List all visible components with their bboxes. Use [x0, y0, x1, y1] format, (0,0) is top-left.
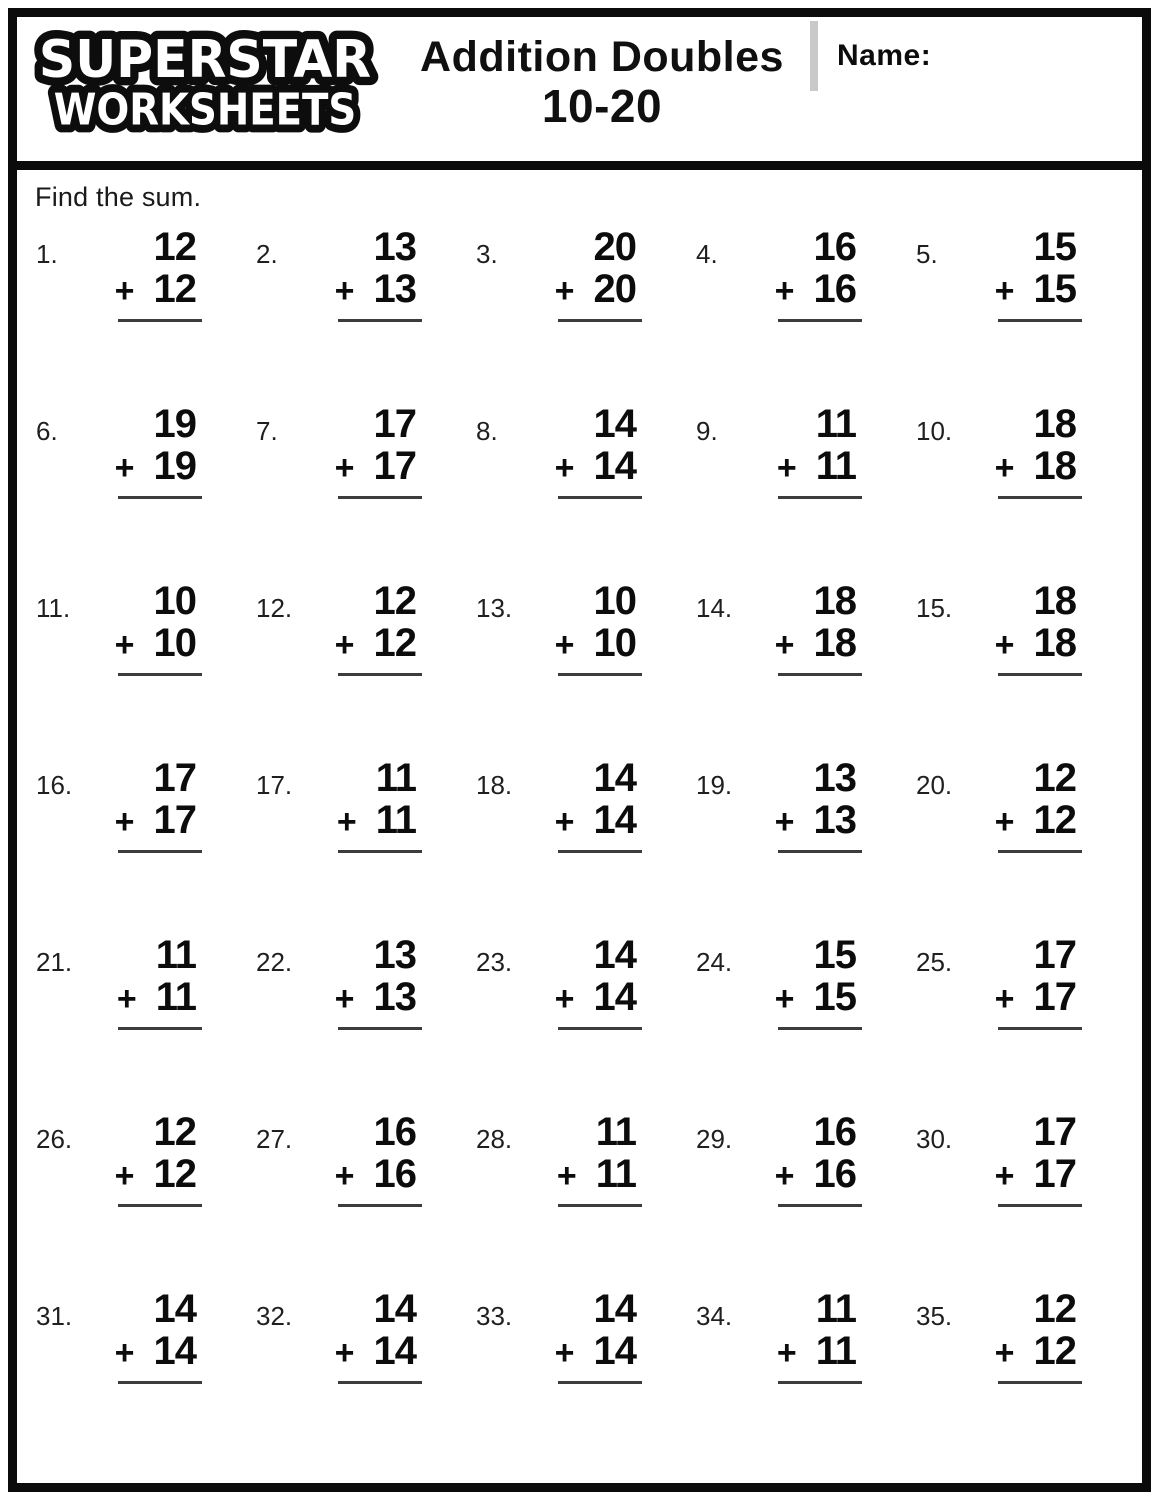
top-addend: 14: [593, 756, 636, 800]
bottom-addend: 13: [813, 798, 856, 842]
answer-write-in-line[interactable]: [558, 319, 642, 322]
bottom-addend: 10: [593, 621, 636, 665]
answer-write-in-line[interactable]: [558, 1204, 642, 1207]
problem-32: [256, 1288, 476, 1465]
problem-number: 19.: [696, 770, 733, 800]
problem-number: 20.: [916, 770, 953, 800]
bottom-addend-row: [522, 445, 642, 487]
problem-stack: [962, 403, 1082, 499]
plus-sign: +: [994, 1334, 1015, 1372]
problem-3: [476, 226, 696, 410]
title-line-2: 10-20: [541, 80, 663, 133]
answer-write-in-line[interactable]: [338, 319, 422, 322]
problem-number: 31.: [36, 1301, 73, 1331]
plus-sign: +: [334, 1334, 355, 1372]
answer-write-in-line[interactable]: [118, 1381, 202, 1384]
plus-sign: +: [994, 449, 1015, 487]
plus-sign: +: [114, 272, 135, 310]
problem-9: [696, 403, 916, 580]
bottom-addend: 11: [155, 975, 196, 1019]
logo-graphic: [27, 25, 383, 143]
problem-number: 22.: [256, 947, 293, 977]
problems-section: [17, 170, 1142, 1465]
answer-write-in-line[interactable]: [118, 1204, 202, 1207]
problem-number: 21.: [36, 947, 73, 977]
top-addend: 10: [593, 579, 636, 623]
top-addend: 12: [1033, 756, 1076, 800]
bottom-addend-row: [82, 799, 202, 841]
answer-write-in-line[interactable]: [558, 850, 642, 853]
bottom-addend-row: [962, 799, 1082, 841]
top-addend: 18: [813, 579, 856, 623]
problem-4: [696, 226, 916, 410]
answer-write-in-line[interactable]: [338, 1204, 422, 1207]
bottom-addend: 14: [593, 975, 636, 1019]
top-addend: 12: [1033, 1287, 1076, 1331]
answer-write-in-line[interactable]: [338, 1027, 422, 1030]
problem-stack: [742, 757, 862, 853]
plus-sign: +: [114, 626, 135, 664]
answer-write-in-line[interactable]: [998, 496, 1082, 499]
plus-sign: +: [554, 803, 575, 841]
top-addend: 14: [153, 1287, 196, 1331]
bottom-addend-row: [522, 976, 642, 1018]
problem-13: [476, 580, 696, 757]
problem-number: 18.: [476, 770, 513, 800]
problem-15: [916, 580, 1136, 757]
top-addend: 10: [153, 579, 196, 623]
problem-23: [476, 934, 696, 1111]
problem-stack: [82, 934, 202, 1030]
top-addend: 18: [1033, 402, 1076, 446]
problem-stack: [82, 1288, 202, 1384]
top-addend: 12: [373, 579, 416, 623]
plus-sign: +: [114, 1157, 135, 1195]
problem-29: [696, 1111, 916, 1288]
problems-grid: [36, 226, 1142, 1465]
problem-stack: [962, 580, 1082, 676]
top-addend: 17: [1033, 1110, 1076, 1154]
bottom-addend-row: [962, 976, 1082, 1018]
top-addend: 17: [373, 402, 416, 446]
answer-write-in-line[interactable]: [558, 673, 642, 676]
problem-number: 27.: [256, 1124, 293, 1154]
problem-number: 12.: [256, 593, 293, 623]
bottom-addend: 14: [153, 1329, 196, 1373]
title-line-1: Addition Doubles: [420, 33, 784, 81]
bottom-addend: 18: [1033, 621, 1076, 665]
bottom-addend-row: [82, 445, 202, 487]
problem-10: [916, 403, 1136, 580]
problem-stack: [82, 757, 202, 853]
bottom-addend-row: [82, 268, 202, 310]
plus-sign: +: [994, 803, 1015, 841]
bottom-addend-row: [522, 799, 642, 841]
plus-sign: +: [774, 272, 795, 310]
plus-sign: +: [334, 272, 355, 310]
problem-number: 9.: [696, 416, 718, 446]
problem-25: [916, 934, 1136, 1111]
bottom-addend-row: [742, 622, 862, 664]
answer-write-in-line[interactable]: [778, 319, 862, 322]
problem-number: 4.: [696, 239, 718, 269]
top-addend: 14: [593, 1287, 636, 1331]
answer-write-in-line[interactable]: [998, 319, 1082, 322]
bottom-addend: 11: [375, 798, 416, 842]
top-addend: 19: [153, 402, 196, 446]
problem-stack: [742, 580, 862, 676]
problem-number: 14.: [696, 593, 733, 623]
bottom-addend-row: [742, 799, 862, 841]
bottom-addend: 14: [593, 444, 636, 488]
bottom-addend: 12: [153, 1152, 196, 1196]
problem-stack: [522, 1111, 642, 1207]
bottom-addend: 10: [153, 621, 196, 665]
bottom-addend-row: [742, 976, 862, 1018]
plus-sign: +: [776, 1334, 797, 1372]
superstar-worksheets-logo: [27, 25, 383, 143]
answer-write-in-line[interactable]: [338, 673, 422, 676]
bottom-addend: 19: [153, 444, 196, 488]
bottom-addend-row: [302, 445, 422, 487]
bottom-addend: 13: [373, 975, 416, 1019]
problem-22: [256, 934, 476, 1111]
answer-write-in-line[interactable]: [998, 850, 1082, 853]
name-divider-line: [810, 21, 818, 91]
top-addend: 14: [373, 1287, 416, 1331]
problem-8: [476, 403, 696, 580]
problem-number: 7.: [256, 416, 278, 446]
top-addend: 14: [593, 402, 636, 446]
problem-28: [476, 1111, 696, 1288]
top-addend: 13: [813, 756, 856, 800]
problem-stack: [742, 226, 862, 322]
bottom-addend-row: [742, 1153, 862, 1195]
problem-stack: [962, 226, 1082, 322]
top-addend: 16: [813, 1110, 856, 1154]
problem-stack: [742, 934, 862, 1030]
plus-sign: +: [334, 980, 355, 1018]
problem-stack: [742, 1288, 862, 1384]
bottom-addend: 14: [593, 1329, 636, 1373]
instruction-text: Find the sum.: [35, 182, 202, 212]
problem-stack: [522, 403, 642, 499]
bottom-addend: 11: [815, 1329, 856, 1373]
problem-stack: [82, 580, 202, 676]
bottom-addend-row: [302, 976, 422, 1018]
answer-write-in-line[interactable]: [778, 1381, 862, 1384]
bottom-addend-row: [302, 799, 422, 841]
bottom-addend-row: [742, 445, 862, 487]
problem-1: [36, 226, 256, 410]
bottom-addend-row: [962, 1330, 1082, 1372]
problem-stack: [302, 580, 422, 676]
problem-stack: [522, 226, 642, 322]
problem-35: [916, 1288, 1136, 1465]
problem-stack: [522, 757, 642, 853]
problem-stack: [962, 1288, 1082, 1384]
top-addend: 17: [1033, 933, 1076, 977]
answer-write-in-line[interactable]: [998, 1204, 1082, 1207]
bottom-addend-row: [962, 622, 1082, 664]
problem-stack: [962, 1111, 1082, 1207]
problem-2: [256, 226, 476, 410]
plus-sign: +: [774, 1157, 795, 1195]
plus-sign: +: [554, 272, 575, 310]
answer-write-in-line[interactable]: [118, 1027, 202, 1030]
problem-number: 30.: [916, 1124, 953, 1154]
problem-16: [36, 757, 256, 934]
problem-14: [696, 580, 916, 757]
plus-sign: +: [334, 1157, 355, 1195]
problem-number: 8.: [476, 416, 498, 446]
bottom-addend: 17: [153, 798, 196, 842]
top-addend: 12: [153, 1110, 196, 1154]
problem-number: 23.: [476, 947, 513, 977]
top-addend: 13: [373, 933, 416, 977]
problem-number: 17.: [256, 770, 293, 800]
bottom-addend: 16: [373, 1152, 416, 1196]
plus-sign: +: [116, 980, 137, 1018]
answer-write-in-line[interactable]: [778, 673, 862, 676]
top-addend: 16: [813, 225, 856, 269]
bottom-addend: 12: [153, 267, 196, 311]
top-addend: 20: [593, 225, 636, 269]
plus-sign: +: [336, 803, 357, 841]
bottom-addend-row: [82, 1330, 202, 1372]
problem-stack: [82, 403, 202, 499]
problem-number: 10.: [916, 416, 953, 446]
bottom-addend: 16: [813, 267, 856, 311]
bottom-addend: 18: [813, 621, 856, 665]
answer-write-in-line[interactable]: [778, 1027, 862, 1030]
answer-write-in-line[interactable]: [118, 850, 202, 853]
page-title: [397, 33, 807, 133]
bottom-addend-row: [742, 268, 862, 310]
problem-stack: [962, 934, 1082, 1030]
problem-number: 16.: [36, 770, 73, 800]
problem-24: [696, 934, 916, 1111]
problem-6: [36, 403, 256, 580]
bottom-addend-row: [522, 1330, 642, 1372]
plus-sign: +: [114, 1334, 135, 1372]
problem-number: 26.: [36, 1124, 73, 1154]
bottom-addend: 16: [813, 1152, 856, 1196]
answer-write-in-line[interactable]: [338, 850, 422, 853]
problem-number: 28.: [476, 1124, 513, 1154]
problem-stack: [82, 226, 202, 322]
problem-stack: [742, 403, 862, 499]
problem-stack: [522, 580, 642, 676]
top-addend: 18: [1033, 579, 1076, 623]
problem-number: 11.: [36, 593, 71, 623]
bottom-addend-row: [962, 268, 1082, 310]
problem-stack: [742, 1111, 862, 1207]
logo-text-worksheets: WORKSHEETS: [53, 85, 357, 136]
problem-18: [476, 757, 696, 934]
answer-write-in-line[interactable]: [998, 1027, 1082, 1030]
problem-20: [916, 757, 1136, 934]
answer-write-in-line[interactable]: [778, 496, 862, 499]
plus-sign: +: [114, 803, 135, 841]
top-addend: 12: [153, 225, 196, 269]
top-addend: 11: [815, 402, 856, 446]
bottom-addend: 17: [373, 444, 416, 488]
bottom-addend-row: [82, 976, 202, 1018]
worksheet-page: [8, 8, 1151, 1492]
plus-sign: +: [554, 1334, 575, 1372]
bottom-addend: 18: [1033, 444, 1076, 488]
bottom-addend: 14: [593, 798, 636, 842]
bottom-addend: 20: [593, 267, 636, 311]
plus-sign: +: [554, 449, 575, 487]
plus-sign: +: [774, 980, 795, 1018]
problem-number: 32.: [256, 1301, 293, 1331]
problem-number: 2.: [256, 239, 278, 269]
answer-write-in-line[interactable]: [998, 673, 1082, 676]
problem-17: [256, 757, 476, 934]
top-addend: 11: [815, 1287, 856, 1331]
bottom-addend-row: [82, 622, 202, 664]
plus-sign: +: [774, 626, 795, 664]
problem-number: 15.: [916, 593, 953, 623]
answer-write-in-line[interactable]: [558, 496, 642, 499]
top-addend: 15: [813, 933, 856, 977]
top-addend: 13: [373, 225, 416, 269]
problem-number: 13.: [476, 593, 513, 623]
plus-sign: +: [114, 449, 135, 487]
problem-number: 5.: [916, 239, 938, 269]
answer-write-in-line[interactable]: [778, 1204, 862, 1207]
bottom-addend: 15: [813, 975, 856, 1019]
answer-write-in-line[interactable]: [558, 1381, 642, 1384]
problem-number: 3.: [476, 239, 498, 269]
bottom-addend-row: [962, 445, 1082, 487]
problem-12: [256, 580, 476, 757]
name-write-in-area[interactable]: [947, 35, 1142, 77]
top-addend: 16: [373, 1110, 416, 1154]
bottom-addend: 13: [373, 267, 416, 311]
bottom-addend: 11: [595, 1152, 636, 1196]
problem-stack: [302, 1111, 422, 1207]
bottom-addend-row: [962, 1153, 1082, 1195]
problem-33: [476, 1288, 696, 1465]
answer-write-in-line[interactable]: [558, 1027, 642, 1030]
problem-stack: [302, 403, 422, 499]
problem-30: [916, 1111, 1136, 1288]
plus-sign: +: [556, 1157, 577, 1195]
plus-sign: +: [554, 980, 575, 1018]
problem-number: 25.: [916, 947, 953, 977]
answer-write-in-line[interactable]: [118, 673, 202, 676]
plus-sign: +: [994, 626, 1015, 664]
bottom-addend-row: [522, 268, 642, 310]
top-addend: 11: [375, 756, 416, 800]
bottom-addend: 12: [1033, 798, 1076, 842]
problem-stack: [302, 934, 422, 1030]
problem-stack: [522, 1288, 642, 1384]
answer-write-in-line[interactable]: [118, 319, 202, 322]
problem-stack: [302, 1288, 422, 1384]
problem-number: 24.: [696, 947, 733, 977]
bottom-addend: 12: [1033, 1329, 1076, 1373]
plus-sign: +: [994, 272, 1015, 310]
problem-number: 33.: [476, 1301, 513, 1331]
bottom-addend-row: [302, 1153, 422, 1195]
problem-number: 6.: [36, 416, 58, 446]
bottom-addend: 14: [373, 1329, 416, 1373]
problem-11: [36, 580, 256, 757]
bottom-addend: 17: [1033, 1152, 1076, 1196]
bottom-addend: 17: [1033, 975, 1076, 1019]
problem-number: 1.: [36, 239, 58, 269]
plus-sign: +: [994, 980, 1015, 1018]
problem-stack: [302, 757, 422, 853]
problem-stack: [962, 757, 1082, 853]
problem-31: [36, 1288, 256, 1465]
top-addend: 15: [1033, 225, 1076, 269]
plus-sign: +: [334, 626, 355, 664]
plus-sign: +: [994, 1157, 1015, 1195]
logo-text-superstar: SUPERSTAR: [38, 30, 372, 91]
bottom-addend-row: [82, 1153, 202, 1195]
problem-stack: [522, 934, 642, 1030]
top-addend: 11: [155, 933, 196, 977]
bottom-addend-row: [522, 622, 642, 664]
top-addend: 17: [153, 756, 196, 800]
bottom-addend: 12: [373, 621, 416, 665]
problem-34: [696, 1288, 916, 1465]
problem-number: 29.: [696, 1124, 733, 1154]
answer-write-in-line[interactable]: [998, 1381, 1082, 1384]
bottom-addend-row: [302, 1330, 422, 1372]
problem-26: [36, 1111, 256, 1288]
answer-write-in-line[interactable]: [118, 496, 202, 499]
bottom-addend-row: [742, 1330, 862, 1372]
problem-number: 34.: [696, 1301, 733, 1331]
bottom-addend-row: [302, 268, 422, 310]
plus-sign: +: [774, 803, 795, 841]
plus-sign: +: [776, 449, 797, 487]
top-addend: 11: [595, 1110, 636, 1154]
answer-write-in-line[interactable]: [338, 1381, 422, 1384]
bottom-addend: 11: [815, 444, 856, 488]
problem-7: [256, 403, 476, 580]
bottom-addend-row: [302, 622, 422, 664]
problem-stack: [302, 226, 422, 322]
problem-19: [696, 757, 916, 934]
name-label: Name:: [837, 39, 932, 72]
top-addend: 14: [593, 933, 636, 977]
answer-write-in-line[interactable]: [778, 850, 862, 853]
bottom-addend-row: [522, 1153, 642, 1195]
problem-5: [916, 226, 1136, 410]
bottom-addend: 15: [1033, 267, 1076, 311]
plus-sign: +: [334, 449, 355, 487]
problem-number: 35.: [916, 1301, 953, 1331]
problem-21: [36, 934, 256, 1111]
problem-27: [256, 1111, 476, 1288]
answer-write-in-line[interactable]: [338, 496, 422, 499]
plus-sign: +: [554, 626, 575, 664]
worksheet-header: [17, 17, 1142, 170]
problem-stack: [82, 1111, 202, 1207]
